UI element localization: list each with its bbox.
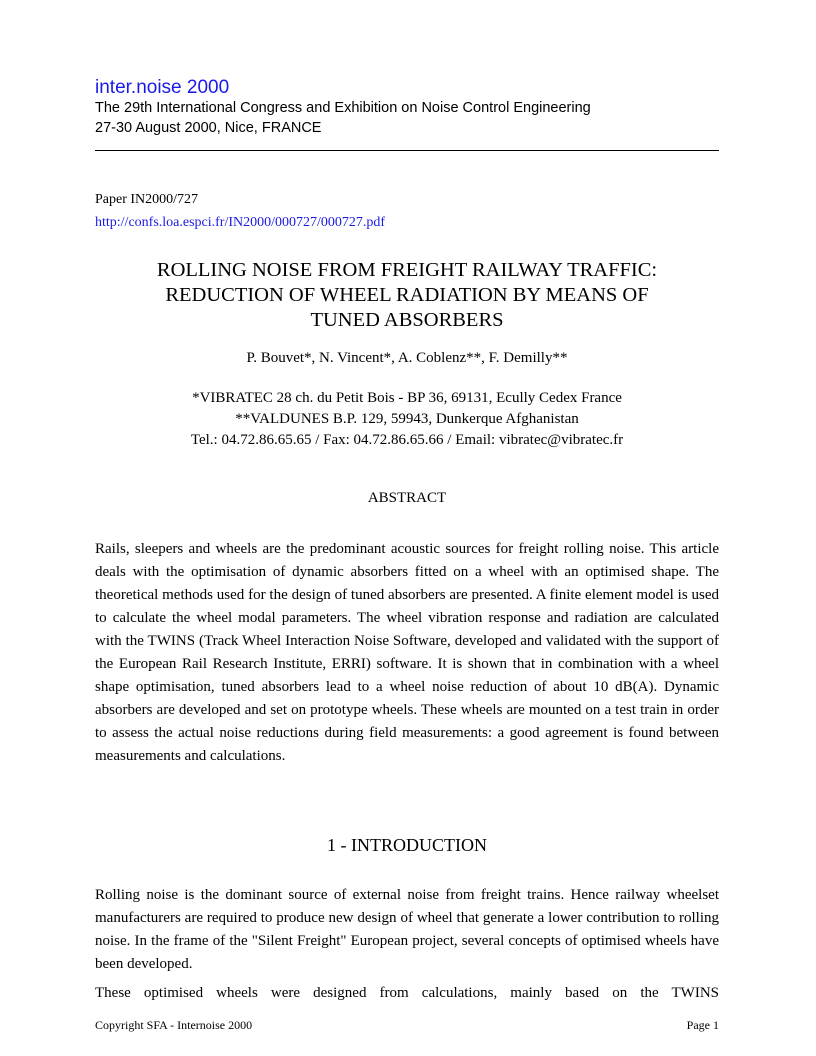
page-number: Page 1 bbox=[686, 1018, 719, 1032]
affiliation-line: *VIBRATEC 28 ch. du Petit Bois - BP 36, 69131, Ecully Cedex France bbox=[192, 390, 622, 406]
title-line: TUNED ABSORBERS bbox=[310, 309, 504, 331]
affiliation-line: **VALDUNES B.P. 129, 59943, Dunkerque Afghanistan bbox=[235, 411, 579, 427]
authors: P. Bouvet*, N. Vincent*, A. Coblenz**, F. Demilly** bbox=[246, 350, 568, 366]
abstract-text: Rails, sleepers and wheels are the predominant acoustic sources for freight rolling noise. This article deals with the optimisation of dynamic absorbers fitted on a wheel with an optimised shape. The theoretical methods used for the design of tuned absorbers are presented. A finite element model is used to calculate the wheel modal parameters. The wheel vibration response and radiation are calculated with the TWINS (Track Wheel Interaction Noise Software, developed and validated with the support of the European Rail Research Institute, ERRI) software. It is shown that in combination with a wheel shape optimisation, tuned absorbers lead to a wheel noise reduction of about 10 dB(A). Dynamic absorbers are developed and set on prototype wheels. These wheels are mounted on a test train in order to assess the actual noise reductions during field measurements: a good agreement is found between measurements and calculations. bbox=[95, 541, 719, 764]
introduction-heading: 1 - INTRODUCTION bbox=[327, 835, 487, 855]
paper-id: Paper IN2000/727 bbox=[95, 192, 199, 207]
paper-url-link[interactable]: http://confs.loa.espci.fr/IN2000/000727/000727.pdf bbox=[95, 215, 386, 230]
introduction-paragraph: These optimised wheels were designed from calculations, mainly based on the TWINS bbox=[95, 985, 719, 1001]
abstract-heading: ABSTRACT bbox=[367, 490, 447, 506]
affiliations bbox=[95, 388, 719, 451]
introduction-paragraph: Rolling noise is the dominant source of external noise from freight trains. Hence railway wheelset manufacturers are required to produce new design of wheel that generate a lower contribution to rolling noise. In the frame of the "Silent Freight" European project, several concepts of optimised wheels have been developed. bbox=[95, 887, 719, 972]
contact-line: Tel.: 04.72.86.65.65 / Fax: 04.72.86.65.66 / Email: vibratec@vibratec.fr bbox=[190, 432, 624, 448]
conference-name: inter.noise 2000 bbox=[95, 77, 230, 98]
date-line: 27-30 August 2000, Nice, FRANCE bbox=[95, 120, 322, 136]
header-divider bbox=[95, 150, 719, 151]
title-line: ROLLING NOISE FROM FREIGHT RAILWAY TRAFFIC: bbox=[156, 259, 658, 281]
title-line: REDUCTION OF WHEEL RADIATION BY MEANS OF bbox=[165, 284, 649, 306]
paper-title bbox=[95, 258, 719, 333]
congress-line: The 29th International Congress and Exhibition on Noise Control Engineering bbox=[95, 100, 591, 116]
footer-copyright: Copyright SFA - Internoise 2000 bbox=[95, 1018, 253, 1032]
